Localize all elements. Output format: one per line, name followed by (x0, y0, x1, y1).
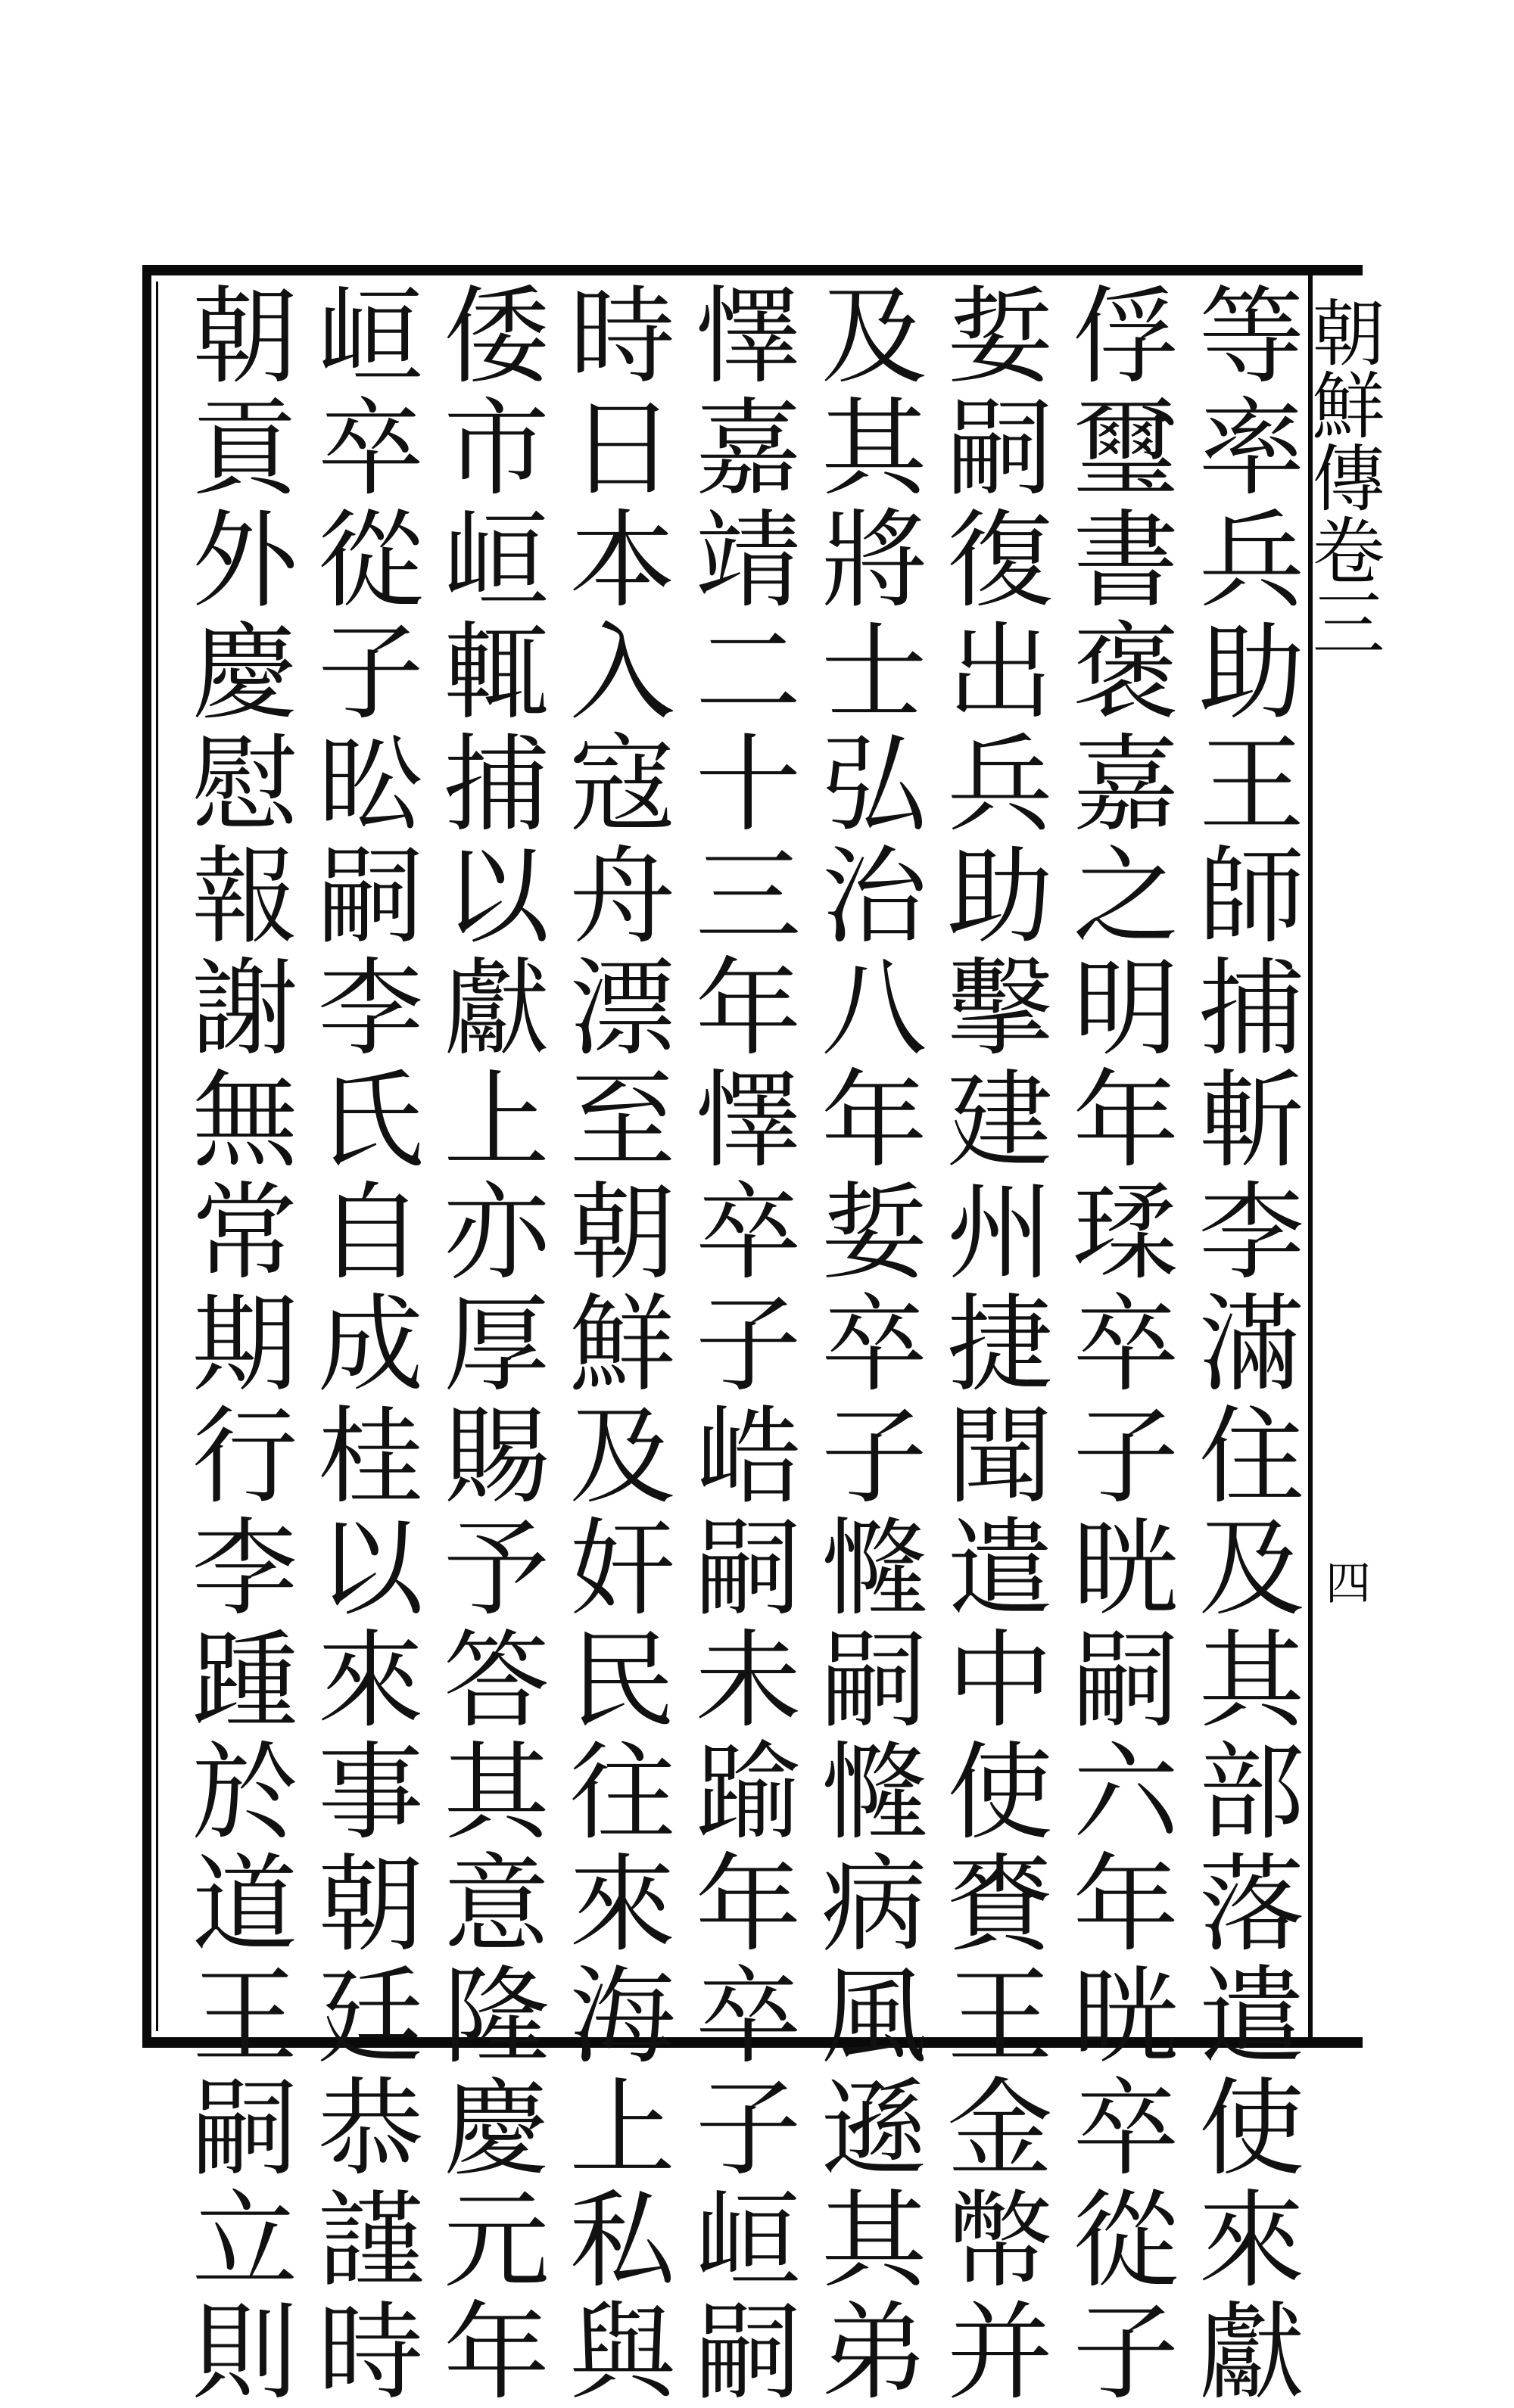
text-column: 等率兵助王師捕斬李滿住及其部落遣使來獻 (1181, 280, 1304, 2408)
text-column: 時日本入寇舟漂至朝鮮及奸民往來海上私與 (551, 280, 675, 2408)
text-column: 娎嗣復出兵助擊建州捷聞遣中使賚王金幣并 (929, 280, 1053, 2408)
text-column: 及其將士弘治八年娎卒子㦕嗣㦕病風遜其弟 (803, 280, 927, 2408)
text-column: 倭市峘輒捕以獻上亦厚賜予答其意隆慶元年 (425, 280, 550, 2408)
text-column: 朝貢外慶慰報謝無常期行李踵於道王嗣立則 (174, 280, 298, 2408)
text-column: 峘卒從子昖嗣李氏自成桂以來事朝廷恭謹時 (300, 280, 424, 2408)
banxin-title: 朝鮮傳卷三 (1301, 295, 1385, 658)
text-column: 俘璽書褒嘉之明年瑈卒子晄嗣六年晄卒從子 (1055, 280, 1179, 2408)
frame-inner-rule (156, 282, 158, 2031)
folio-number: 四 (1318, 1559, 1371, 1604)
text-column: 懌嘉靖二十三年懌卒子峼嗣未踰年卒子峘嗣 (678, 280, 801, 2408)
text-block (174, 280, 1304, 2408)
